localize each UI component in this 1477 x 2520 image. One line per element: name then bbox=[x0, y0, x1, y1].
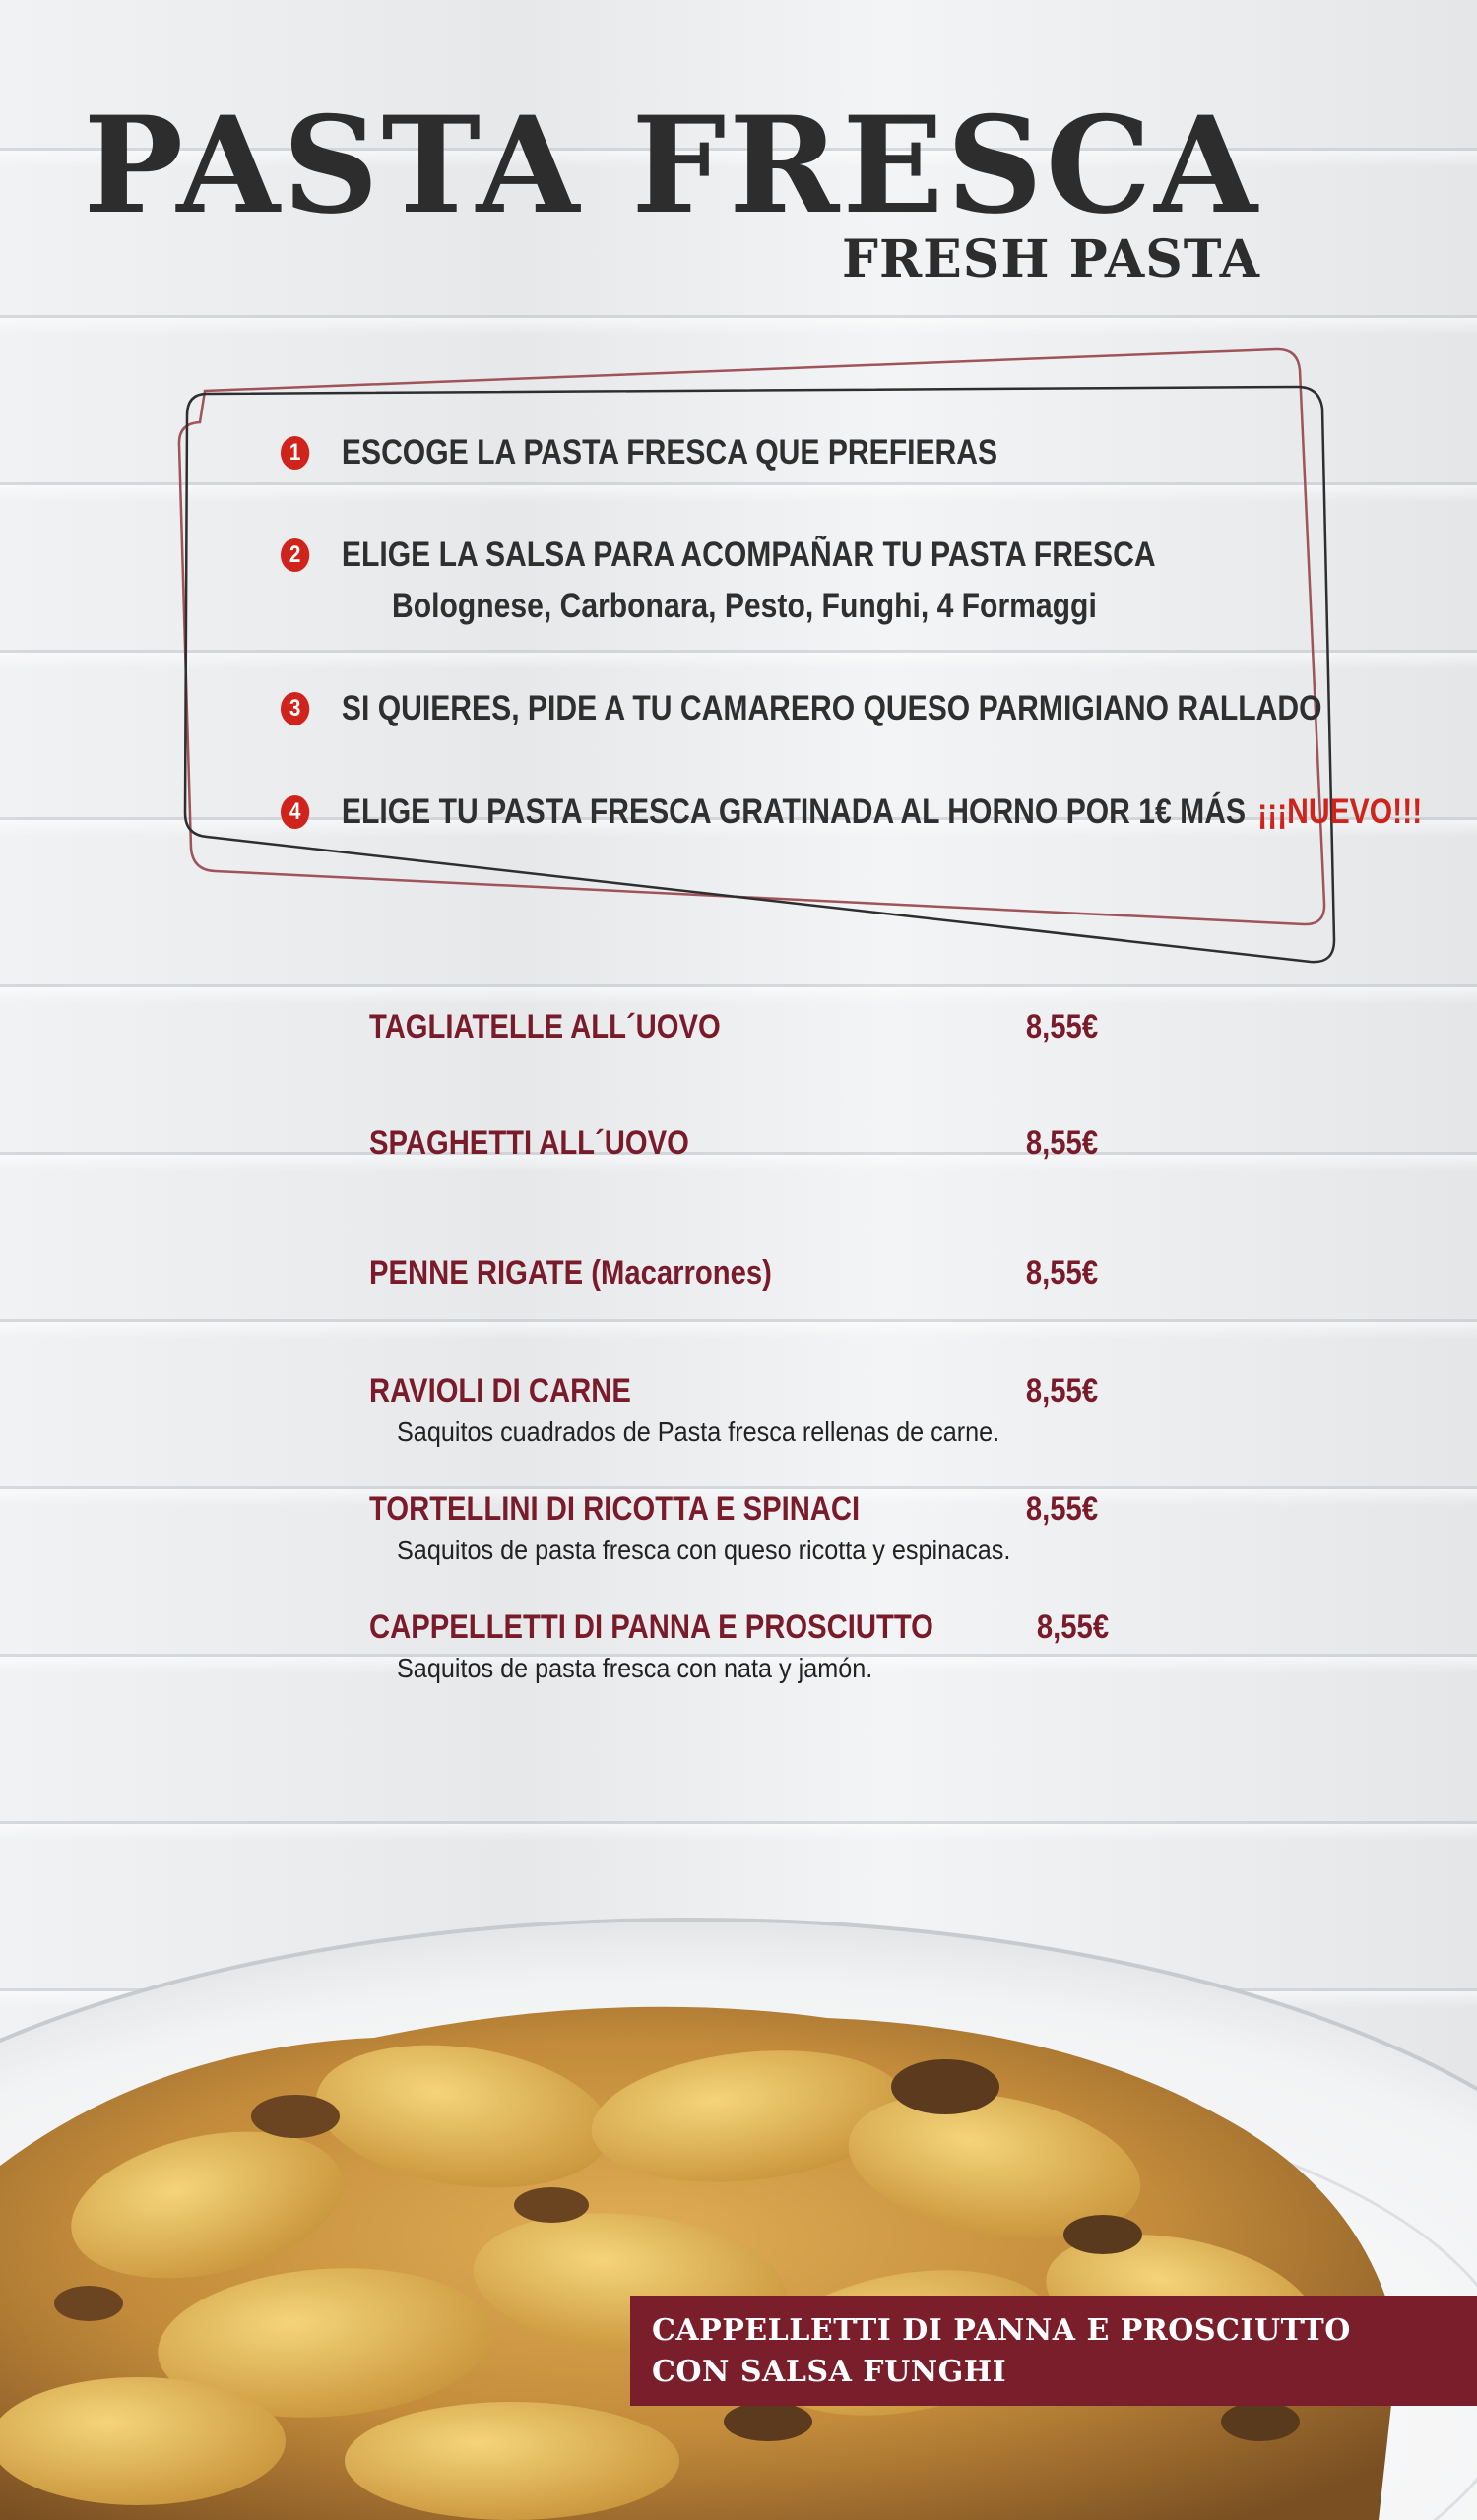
menu-item-name: RAVIOLI DI CARNE bbox=[369, 1372, 631, 1410]
menu-item bbox=[369, 1124, 1098, 1163]
menu-item-price: 8,55€ bbox=[1025, 1372, 1098, 1410]
menu-item-name: SPAGHETTI ALL´UOVO bbox=[369, 1124, 689, 1162]
menu-item-description: Saquitos de pasta fresca con nata y jamón. bbox=[397, 1653, 873, 1683]
page-subtitle: FRESH PASTA bbox=[842, 229, 1260, 289]
caption-line-2: CON SALSA FUNGHI bbox=[652, 2355, 1007, 2389]
step-text-1: ESCOGE LA PASTA FRESCA QUE PREFIERAS bbox=[341, 433, 998, 472]
menu-item-name: CAPPELLETTI DI PANNA E PROSCIUTTO bbox=[369, 1608, 933, 1646]
step-3 bbox=[281, 689, 1322, 728]
menu-item bbox=[369, 1372, 1098, 1448]
pasta-dish-photo bbox=[0, 1792, 1477, 2520]
sauce-options: Bolognese, Carbonara, Pesto, Funghi, 4 Formaggi bbox=[392, 587, 1097, 625]
step-text-2: ELIGE LA SALSA PARA ACOMPAÑAR TU PASTA FRESCA bbox=[341, 536, 1156, 574]
menu-item-price: 8,55€ bbox=[1025, 1008, 1098, 1045]
step-1 bbox=[281, 433, 997, 472]
step-number-3: 3 bbox=[281, 692, 309, 725]
menu-item-price: 8,55€ bbox=[1025, 1124, 1098, 1162]
menu-item bbox=[369, 1008, 1098, 1046]
menu-item-description: Saquitos cuadrados de Pasta fresca rellenas de carne. bbox=[397, 1417, 1000, 1447]
step-number-4: 4 bbox=[281, 795, 309, 829]
step-number-2: 2 bbox=[281, 538, 309, 572]
step-2 bbox=[281, 536, 1156, 575]
menu-item-price: 8,55€ bbox=[1037, 1608, 1110, 1646]
menu-item-price: 8,55€ bbox=[1025, 1490, 1098, 1528]
caption-line-1: CAPPELLETTI DI PANNA E PROSCIUTTO bbox=[652, 2313, 1351, 2348]
step-4 bbox=[281, 792, 1422, 832]
menu-item-description: Saquitos de pasta fresca con queso ricotta y espinacas. bbox=[397, 1535, 1011, 1565]
step-text-4: ELIGE TU PASTA FRESCA GRATINADA AL HORNO POR 1€ MÁS bbox=[341, 792, 1247, 831]
new-badge: ¡¡¡NUEVO!!! bbox=[1257, 792, 1423, 831]
menu-item bbox=[369, 1254, 1098, 1292]
menu-item-name: TORTELLINI DI RICOTTA E SPINACI bbox=[369, 1490, 861, 1528]
menu-item bbox=[369, 1608, 1110, 1684]
step-text-3: SI QUIERES, PIDE A TU CAMARERO QUESO PARMIGIANO RALLADO bbox=[341, 689, 1322, 727]
menu-item-name: PENNE RIGATE (Macarrones) bbox=[369, 1254, 772, 1292]
menu-item-name: TAGLIATELLE ALL´UOVO bbox=[369, 1008, 721, 1045]
photo-caption bbox=[630, 2296, 1477, 2406]
page-title: PASTA FRESCA bbox=[83, 87, 1260, 243]
step-number-1: 1 bbox=[281, 436, 309, 470]
menu-item bbox=[369, 1490, 1098, 1566]
menu-item-price: 8,55€ bbox=[1025, 1254, 1098, 1292]
